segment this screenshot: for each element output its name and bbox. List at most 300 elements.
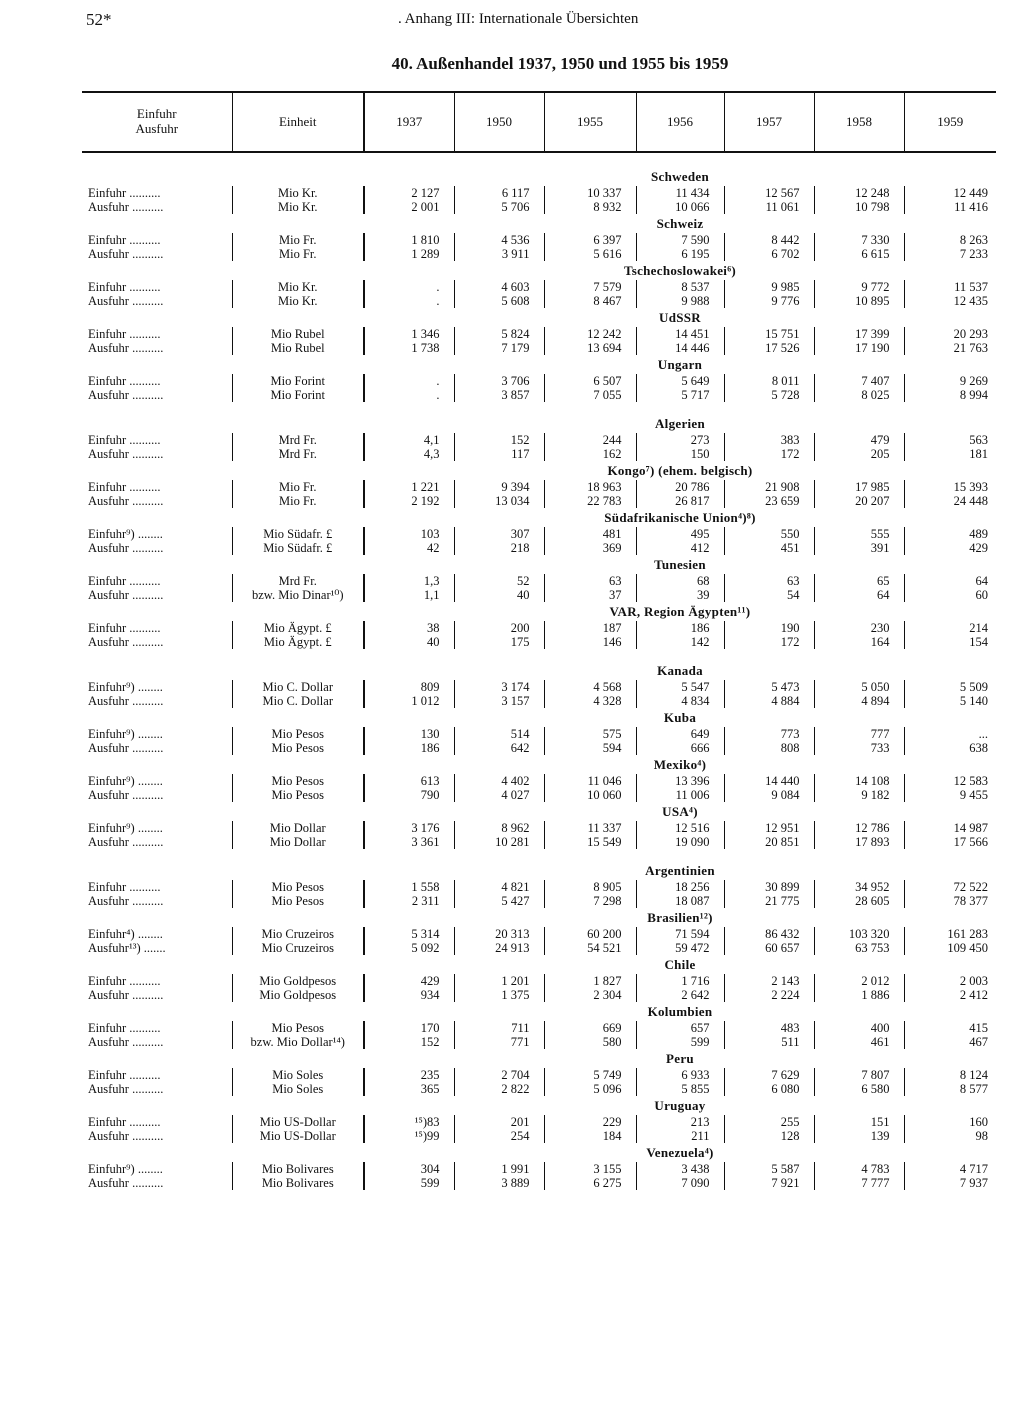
country-heading-row: [82, 414, 996, 433]
value-cell: 8 962: [454, 821, 544, 835]
value-cell: 150: [636, 447, 724, 461]
value-cell: 5 547: [636, 680, 724, 694]
export-row: [82, 988, 996, 1002]
unit-label: Mrd Fr.: [232, 447, 364, 461]
unit-label: Mio Pesos: [232, 741, 364, 755]
unit-label: Mio Ägypt. £: [232, 621, 364, 635]
country-heading-spacer: [82, 955, 364, 974]
value-cell: 63: [724, 574, 814, 588]
group-spacer-cell: [82, 402, 996, 414]
value-cell: 186: [636, 621, 724, 635]
value-cell: 1 375: [454, 988, 544, 1002]
value-cell: 5 717: [636, 388, 724, 402]
value-cell: 3 706: [454, 374, 544, 388]
import-row: [82, 974, 996, 988]
header-year: 1959: [937, 113, 964, 129]
value-cell: 9 269: [959, 374, 988, 388]
export-row: [82, 494, 996, 508]
unit-label: Mio Pesos: [232, 1021, 364, 1035]
unit-label: Mio Pesos: [232, 788, 364, 802]
value-cell: 214: [969, 621, 988, 635]
country-name: Schweden: [650, 169, 710, 184]
flow-label: Ausfuhr ..........: [88, 341, 164, 355]
flow-label: Ausfuhr ..........: [88, 635, 164, 649]
value-cell: 9 455: [959, 788, 988, 802]
value-cell: 72 522: [953, 880, 988, 894]
value-cell: 483: [724, 1021, 814, 1035]
unit-label: Mio Kr.: [232, 280, 364, 294]
value-cell: 657: [636, 1021, 724, 1035]
value-cell: 17 526: [724, 341, 814, 355]
value-cell: 273: [636, 433, 724, 447]
value-cell: 1 346: [364, 327, 454, 341]
value-cell: 649: [636, 727, 724, 741]
value-cell: 1 738: [364, 341, 454, 355]
value-cell: 7 179: [454, 341, 544, 355]
header-year: 1955: [544, 92, 636, 152]
table-body: [82, 152, 996, 1190]
country-name: Mexiko⁴): [653, 757, 707, 772]
value-cell: 19 090: [636, 835, 724, 849]
country-heading-spacer: [82, 908, 364, 927]
value-cell: 3 155: [544, 1162, 636, 1176]
import-row: [82, 433, 996, 447]
value-cell: 7 921: [724, 1176, 814, 1190]
value-cell: 304: [364, 1162, 454, 1176]
value-cell: 14 108: [814, 774, 904, 788]
value-cell: 7 298: [544, 894, 636, 908]
unit-label: Mio Kr.: [232, 294, 364, 308]
flow-label: Einfuhr⁹) ........: [88, 727, 163, 741]
value-cell: 13 396: [636, 774, 724, 788]
export-row: [82, 694, 996, 708]
value-cell: 711: [454, 1021, 544, 1035]
value-cell: 40: [364, 635, 454, 649]
value-cell: 21 775: [724, 894, 814, 908]
flow-label: Ausfuhr ..........: [88, 835, 164, 849]
value-cell: 4 603: [454, 280, 544, 294]
value-cell: 130: [364, 727, 454, 741]
export-row: [82, 588, 996, 602]
country-heading-row: [82, 661, 996, 680]
country-heading-row: [82, 708, 996, 727]
value-cell: .: [364, 374, 454, 388]
flow-label: Ausfuhr ..........: [88, 1082, 164, 1096]
unit-label: Mio Südafr. £: [232, 527, 364, 541]
value-cell: 777: [814, 727, 904, 741]
value-cell: 64: [975, 574, 988, 588]
import-row: [82, 527, 996, 541]
value-cell: 5 649: [636, 374, 724, 388]
value-cell: 255: [724, 1115, 814, 1129]
value-cell: 103: [364, 527, 454, 541]
value-cell: 5 749: [544, 1068, 636, 1082]
export-row: [82, 835, 996, 849]
value-cell: 211: [636, 1129, 724, 1143]
value-cell: 5 427: [454, 894, 544, 908]
value-cell: 154: [969, 635, 988, 649]
value-cell: 1 289: [364, 247, 454, 261]
country-name: Kuba: [663, 710, 697, 725]
value-cell: 1,3: [364, 574, 454, 588]
value-cell: 13 034: [454, 494, 544, 508]
export-row: [82, 200, 996, 214]
flow-label: Ausfuhr ..........: [88, 200, 164, 214]
value-cell: 14 451: [636, 327, 724, 341]
value-cell: 4 402: [454, 774, 544, 788]
value-cell: 809: [364, 680, 454, 694]
value-cell: 11 416: [954, 200, 988, 214]
value-cell: 200: [454, 621, 544, 635]
country-heading-spacer: [82, 1049, 364, 1068]
value-cell: 229: [544, 1115, 636, 1129]
value-cell: 669: [544, 1021, 636, 1035]
flow-label: Ausfuhr ..........: [88, 588, 164, 602]
value-cell: 78 377: [953, 894, 988, 908]
country-heading-row: [82, 355, 996, 374]
country-name: Ungarn: [657, 357, 703, 372]
import-row: [82, 621, 996, 635]
value-cell: 383: [724, 433, 814, 447]
country-name: Brasilien¹²): [647, 910, 713, 925]
value-cell: 5 096: [544, 1082, 636, 1096]
value-cell: 599: [636, 1035, 724, 1049]
value-cell: 172: [724, 447, 814, 461]
value-cell: 5 728: [724, 388, 814, 402]
country-heading-spacer: [82, 602, 364, 621]
unit-label: bzw. Mio Dollar¹⁴): [232, 1035, 364, 1049]
flow-label: Einfuhr⁹) ........: [88, 1162, 163, 1176]
country-heading-spacer: [82, 1143, 364, 1162]
value-cell: 9 776: [724, 294, 814, 308]
country-heading-row: [82, 167, 996, 186]
group-spacer: [82, 849, 996, 861]
unit-label: Mio Pesos: [232, 774, 364, 788]
country-heading-spacer: [82, 1002, 364, 1021]
value-cell: 205: [814, 447, 904, 461]
value-cell: 5 314: [364, 927, 454, 941]
value-cell: 1 886: [814, 988, 904, 1002]
flow-label: Einfuhr⁹) ........: [88, 527, 163, 541]
group-spacer-cell: [82, 152, 996, 167]
value-cell: 117: [454, 447, 544, 461]
value-cell: 218: [454, 541, 544, 555]
value-cell: 28 605: [814, 894, 904, 908]
value-cell: 7 090: [636, 1176, 724, 1190]
country-heading-row: [82, 555, 996, 574]
value-cell: 461: [814, 1035, 904, 1049]
value-cell: 12 242: [544, 327, 636, 341]
value-cell: 8 994: [959, 388, 988, 402]
value-cell: 20 207: [814, 494, 904, 508]
value-cell: 391: [814, 541, 904, 555]
value-cell: 161 283: [947, 927, 988, 941]
value-cell: ...: [978, 727, 988, 741]
value-cell: 2 127: [364, 186, 454, 200]
value-cell: 86 432: [724, 927, 814, 941]
flow-label: Einfuhr ..........: [88, 280, 161, 294]
country-heading-row: [82, 1096, 996, 1115]
value-cell: 151: [814, 1115, 904, 1129]
value-cell: 7 807: [814, 1068, 904, 1082]
flow-label: Einfuhr ..........: [88, 621, 161, 635]
value-cell: 164: [814, 635, 904, 649]
unit-label: Mio Bolivares: [232, 1162, 364, 1176]
value-cell: 6 195: [636, 247, 724, 261]
value-cell: 2 311: [364, 894, 454, 908]
flow-label: Einfuhr⁹) ........: [88, 774, 163, 788]
export-row: [82, 1129, 996, 1143]
value-cell: 68: [636, 574, 724, 588]
value-cell: 1 221: [364, 480, 454, 494]
unit-label: Mio Forint: [232, 388, 364, 402]
country-heading-spacer: [82, 214, 364, 233]
value-cell: 4 536: [454, 233, 544, 247]
value-cell: 139: [814, 1129, 904, 1143]
value-cell: 6 702: [724, 247, 814, 261]
value-cell: 2 822: [454, 1082, 544, 1096]
export-row: [82, 941, 996, 955]
import-row: [82, 280, 996, 294]
country-heading-row: [82, 461, 996, 480]
value-cell: 594: [544, 741, 636, 755]
header-year: 1937: [364, 92, 454, 152]
value-cell: 7 777: [814, 1176, 904, 1190]
value-cell: 771: [454, 1035, 544, 1049]
value-cell: 2 224: [724, 988, 814, 1002]
import-row: [82, 186, 996, 200]
unit-label: Mio C. Dollar: [232, 680, 364, 694]
value-cell: 17 893: [814, 835, 904, 849]
value-cell: 6 580: [814, 1082, 904, 1096]
value-cell: 11 537: [954, 280, 988, 294]
value-cell: 5 824: [454, 327, 544, 341]
value-cell: 14 440: [724, 774, 814, 788]
value-cell: 5 509: [959, 680, 988, 694]
value-cell: 201: [454, 1115, 544, 1129]
header-flow: [82, 92, 232, 152]
value-cell: 10 337: [544, 186, 636, 200]
value-cell: 152: [364, 1035, 454, 1049]
value-cell: 4 834: [636, 694, 724, 708]
value-cell: 429: [969, 541, 988, 555]
value-cell: 2 012: [814, 974, 904, 988]
value-cell: 2 304: [544, 988, 636, 1002]
value-cell: 9 394: [454, 480, 544, 494]
unit-label: Mio Cruzeiros: [232, 927, 364, 941]
country-heading-spacer: [82, 461, 364, 480]
flow-label: Ausfuhr ..........: [88, 541, 164, 555]
value-cell: 21 908: [724, 480, 814, 494]
flow-label: Einfuhr ..........: [88, 374, 161, 388]
country-name: Venezuela⁴): [646, 1145, 714, 1160]
export-row: [82, 1176, 996, 1190]
country-heading-row: [82, 802, 996, 821]
value-cell: .: [364, 388, 454, 402]
export-row: [82, 541, 996, 555]
unit-label: Mio US-Dollar: [232, 1129, 364, 1143]
import-row: [82, 1162, 996, 1176]
value-cell: 18 256: [636, 880, 724, 894]
value-cell: 6 933: [636, 1068, 724, 1082]
country-name: Algerien: [654, 416, 706, 431]
value-cell: 7 233: [959, 247, 988, 261]
value-cell: 429: [364, 974, 454, 988]
header-year: 1956: [636, 92, 724, 152]
country-heading-row: [82, 908, 996, 927]
value-cell: 190: [724, 621, 814, 635]
header-year: 1950: [454, 92, 544, 152]
value-cell: 3 174: [454, 680, 544, 694]
unit-label: Mio C. Dollar: [232, 694, 364, 708]
export-row: [82, 894, 996, 908]
value-cell: 6 397: [544, 233, 636, 247]
value-cell: 5 140: [959, 694, 988, 708]
value-cell: 451: [724, 541, 814, 555]
flow-label: Ausfuhr¹³) .......: [88, 941, 166, 955]
value-cell: 20 293: [953, 327, 988, 341]
value-cell: 38: [364, 621, 454, 635]
flow-label: Ausfuhr ..........: [88, 247, 164, 261]
value-cell: 11 337: [544, 821, 636, 835]
unit-label: Mio Bolivares: [232, 1176, 364, 1190]
value-cell: 22 783: [544, 494, 636, 508]
value-cell: 2 412: [959, 988, 988, 1002]
value-cell: 5 706: [454, 200, 544, 214]
import-row: [82, 233, 996, 247]
trade-table: [82, 91, 996, 1190]
value-cell: 563: [969, 433, 988, 447]
value-cell: 4 894: [814, 694, 904, 708]
value-cell: 162: [544, 447, 636, 461]
value-cell: 15 751: [724, 327, 814, 341]
value-cell: 4,1: [364, 433, 454, 447]
export-row: [82, 635, 996, 649]
country-heading-row: [82, 955, 996, 974]
value-cell: 6 117: [454, 186, 544, 200]
export-row: [82, 294, 996, 308]
value-cell: 790: [364, 788, 454, 802]
value-cell: 12 786: [814, 821, 904, 835]
value-cell: 184: [544, 1129, 636, 1143]
value-cell: 21 763: [953, 341, 988, 355]
flow-label: Ausfuhr ..........: [88, 294, 164, 308]
header-unit: Einheit: [232, 92, 364, 152]
group-spacer-cell: [82, 849, 996, 861]
value-cell: 412: [636, 541, 724, 555]
country-heading-row: [82, 1049, 996, 1068]
value-cell: 152: [454, 433, 544, 447]
country-heading-spacer: [82, 355, 364, 374]
country-heading-row: [82, 1143, 996, 1162]
flow-label: Ausfuhr ..........: [88, 1129, 164, 1143]
value-cell: 24 448: [953, 494, 988, 508]
value-cell: 146: [544, 635, 636, 649]
value-cell: 575: [544, 727, 636, 741]
header-year: 1957: [724, 92, 814, 152]
unit-label: Mrd Fr.: [232, 433, 364, 447]
value-cell: 4 884: [724, 694, 814, 708]
value-cell: 12 583: [953, 774, 988, 788]
value-cell: 8 011: [724, 374, 814, 388]
value-cell: 109 450: [947, 941, 988, 955]
country-heading-row: [82, 308, 996, 327]
value-cell: 1 716: [636, 974, 724, 988]
value-cell: 14 987: [953, 821, 988, 835]
country-name: UdSSR: [659, 310, 701, 325]
country-heading-spacer: [82, 414, 364, 433]
value-cell: 10 895: [814, 294, 904, 308]
export-row: [82, 1082, 996, 1096]
unit-label: Mio Pesos: [232, 727, 364, 741]
import-row: [82, 574, 996, 588]
value-cell: 8 577: [959, 1082, 988, 1096]
value-cell: 10 060: [544, 788, 636, 802]
export-row: [82, 341, 996, 355]
value-cell: 11 006: [636, 788, 724, 802]
value-cell: 52: [454, 574, 544, 588]
import-row: [82, 680, 996, 694]
value-cell: 514: [454, 727, 544, 741]
value-cell: 2 704: [454, 1068, 544, 1082]
country-name: Kongo⁷) (ehem. belgisch): [607, 463, 753, 478]
value-cell: 1 827: [544, 974, 636, 988]
header-flow-import: Einfuhr: [136, 106, 177, 122]
flow-label: Einfuhr⁹) ........: [88, 680, 163, 694]
value-cell: 1,1: [364, 588, 454, 602]
country-heading-spacer: [82, 755, 364, 774]
running-title: . Anhang III: Internationale Übersichten: [398, 11, 639, 27]
value-cell: 2 001: [364, 200, 454, 214]
value-cell: 7 407: [814, 374, 904, 388]
running-head: [0, 10, 1024, 30]
unit-label: Mio Goldpesos: [232, 988, 364, 1002]
value-cell: 42: [364, 541, 454, 555]
value-cell: 4 027: [454, 788, 544, 802]
value-cell: 489: [969, 527, 988, 541]
value-cell: 8 905: [544, 880, 636, 894]
value-cell: 5 855: [636, 1082, 724, 1096]
flow-label: Ausfuhr ..........: [88, 894, 164, 908]
value-cell: 479: [814, 433, 904, 447]
import-row: [82, 327, 996, 341]
flow-label: Einfuhr ..........: [88, 186, 161, 200]
import-row: [82, 1068, 996, 1082]
flow-label: Einfuhr ..........: [88, 327, 161, 341]
value-cell: 8 537: [636, 280, 724, 294]
country-name: Uruguay: [654, 1098, 706, 1113]
value-cell: 7 590: [636, 233, 724, 247]
country-heading-spacer: [82, 861, 364, 880]
value-cell: 613: [364, 774, 454, 788]
value-cell: 3 438: [636, 1162, 724, 1176]
value-cell: 10 798: [814, 200, 904, 214]
flow-label: Einfuhr⁴) ........: [88, 927, 163, 941]
value-cell: 773: [724, 727, 814, 741]
value-cell: 64: [814, 588, 904, 602]
country-heading-spacer: [82, 661, 364, 680]
unit-label: Mio Forint: [232, 374, 364, 388]
value-cell: 5 092: [364, 941, 454, 955]
import-row: [82, 480, 996, 494]
value-cell: 12 951: [724, 821, 814, 835]
import-row: [82, 821, 996, 835]
value-cell: 20 786: [636, 480, 724, 494]
value-cell: 17 399: [814, 327, 904, 341]
value-cell: 8 932: [544, 200, 636, 214]
unit-label: Mio Dollar: [232, 821, 364, 835]
value-cell: 11 434: [636, 186, 724, 200]
